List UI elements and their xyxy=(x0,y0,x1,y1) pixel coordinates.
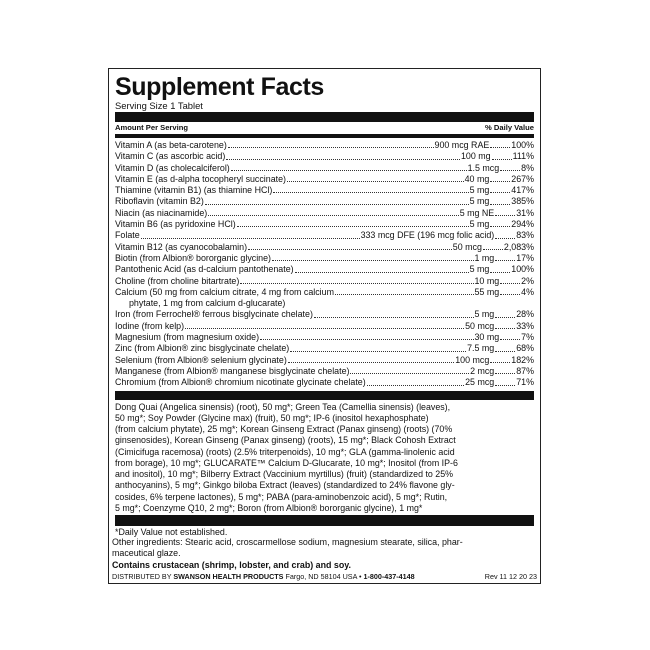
nutrient-row xyxy=(115,208,534,219)
nutrient-amount: 5 mg xyxy=(474,309,495,320)
leader-dots xyxy=(288,362,454,363)
nutrient-amount: 5 mg NE xyxy=(459,207,495,218)
nutrient-dv: 111% xyxy=(512,151,534,162)
nutrient-name: Zinc (from Albion® zinc bisglycinate chelate) xyxy=(115,343,290,354)
ingredient-line: (from calcium phytate), 25 mg*; Korean Ginseng Extract (Panax ginseng) (roots) (70% xyxy=(115,424,453,435)
leader-dots xyxy=(205,204,469,205)
leader-dots xyxy=(314,317,474,318)
leader-dots xyxy=(492,159,512,160)
divider-thick xyxy=(115,515,534,526)
mineral-row xyxy=(115,355,534,366)
ingredient-line: anthocyanins), 5 mg*; Ginkgo biloba Extract (leaves) (standardized to 24% flavone gly- xyxy=(115,480,455,491)
nutrient-name: Niacin (as niacinamide) xyxy=(115,207,208,218)
leader-dots xyxy=(495,373,515,374)
leader-dots xyxy=(495,260,515,261)
nutrient-amount: 5 mg xyxy=(469,264,490,275)
leader-dots xyxy=(231,170,467,171)
nutrient-amount: 900 mcg RAE xyxy=(434,140,490,150)
nutrient-dv: 68% xyxy=(516,343,534,354)
leader-dots xyxy=(500,339,520,340)
nutrient-row xyxy=(115,140,534,151)
nutrient-name: Vitamin D (as cholecalciferol) xyxy=(115,162,230,173)
nutrient-row xyxy=(115,264,534,275)
leader-dots xyxy=(495,317,515,318)
nutrient-row xyxy=(115,196,534,207)
leader-dots xyxy=(500,170,520,171)
nutrient-name: Chromium (from Albion® chromium nicotinate glycinate chelate) xyxy=(115,377,366,388)
nutrient-row xyxy=(115,151,534,162)
nutrient-dv: 385% xyxy=(511,196,534,207)
nutrient-dv: 87% xyxy=(516,365,534,376)
leader-dots xyxy=(272,260,473,261)
distributor-line xyxy=(112,572,537,582)
amount-per-serving-header: Amount Per Serving xyxy=(115,123,188,132)
nutrient-amount: 50 mcg xyxy=(465,320,495,331)
leader-dots xyxy=(208,215,458,216)
nutrient-amount: 333 mcg DFE (196 mcg folic acid) xyxy=(360,230,495,241)
distributor-phone: 1-800-437-4148 xyxy=(363,571,415,581)
ingredient-line: and inositol), 10 mg*; Bilberry Extract (Vaccinium myrtillus) (fruit) (standardized to 25% xyxy=(115,469,453,480)
nutrient-dv: 100% xyxy=(511,140,534,150)
ingredient-line: Dong Quai (Angelica sinensis) (root), 50 mg*; Green Tea (Camellia sinensis) (leaves), xyxy=(115,401,451,412)
leader-dots xyxy=(335,294,474,295)
leader-dots xyxy=(490,181,510,182)
nutrient-dv: 267% xyxy=(511,173,534,184)
leader-dots xyxy=(290,351,466,352)
nutrient-name: Thiamine (vitamin B1) (as thiamine HCl) xyxy=(115,185,273,196)
nutrient-dv: 100% xyxy=(511,264,534,275)
nutrient-list xyxy=(115,140,534,287)
nutrient-amount: 10 mg xyxy=(474,275,500,286)
leader-dots xyxy=(295,272,469,273)
revision-code: Rev 11 12 20 23 xyxy=(484,571,537,581)
nutrient-dv: 8% xyxy=(521,162,534,173)
leader-dots xyxy=(287,181,464,182)
nutrient-name: Vitamin A (as beta-carotene) xyxy=(115,140,227,150)
nutrient-dv: 31% xyxy=(516,207,534,218)
nutrient-amount: 50 mcg xyxy=(452,241,482,252)
nutrient-name: Biotin (from Albion® bororganic glycine) xyxy=(115,252,272,263)
distributor-prefix: DISTRIBUTED BY xyxy=(112,571,172,581)
nutrient-amount: 1 mg xyxy=(474,252,495,263)
nutrient-name: Choline (from choline bitartrate) xyxy=(115,275,240,286)
other-ingredients-line-2: maceutical glaze. xyxy=(112,548,181,559)
nutrient-name: Vitamin E (as d-alpha tocopheryl succinate) xyxy=(115,173,287,184)
nutrient-name: Calcium (50 mg from calcium citrate, 4 mg from calcium xyxy=(115,286,334,297)
nutrient-dv: 294% xyxy=(511,219,534,230)
leader-dots xyxy=(495,385,515,386)
leader-dots xyxy=(367,385,464,386)
nutrient-row xyxy=(115,185,534,196)
leader-dots xyxy=(500,283,520,284)
nutrient-amount: 2 mcg xyxy=(470,365,495,376)
leader-dots xyxy=(483,249,503,250)
nutrient-row xyxy=(115,163,534,174)
nutrient-row xyxy=(115,174,534,185)
nutrient-amount: 25 mcg xyxy=(465,377,495,388)
ingredient-line: (Cimicifuga racemosa) (roots) (2.5% triterpenoids), 10 mg*; GLA (gamma-linolenic acid xyxy=(115,446,455,457)
divider-thick xyxy=(115,112,534,122)
leader-dots xyxy=(495,238,515,239)
nutrient-amount: 1.5 mcg xyxy=(467,162,500,173)
nutrient-row xyxy=(115,219,534,230)
nutrient-amount: 5 mg xyxy=(469,185,490,196)
nutrient-dv: 2% xyxy=(521,275,534,286)
nutrient-amount: 30 mg xyxy=(474,332,500,343)
daily-value-header: % Daily Value xyxy=(485,123,534,132)
leader-dots xyxy=(260,339,473,340)
nutrient-row-calcium xyxy=(115,287,534,310)
leader-dots xyxy=(495,328,515,329)
leader-dots xyxy=(248,249,452,250)
other-ingredients-line-1: Other ingredients: Stearic acid, croscarmellose sodium, magnesium stearate, silica, phar- xyxy=(112,537,463,547)
leader-dots xyxy=(228,147,434,148)
nutrient-amount: 5 mg xyxy=(469,196,490,207)
leader-dots xyxy=(495,215,515,216)
leader-dots xyxy=(490,226,510,227)
leader-dots xyxy=(240,283,473,284)
nutrient-amount: 100 mg xyxy=(461,151,491,162)
nutrient-amount: 5 mg xyxy=(469,219,490,230)
daily-value-footnote: *Daily Value not established. xyxy=(115,527,228,538)
mineral-row xyxy=(115,309,534,320)
ingredient-line: 5 mg*; Coenzyme Q10, 2 mg*; Boron (from Albion® bororganic glycine), 1 mg* xyxy=(115,502,423,513)
label-title: Supplement Facts xyxy=(115,73,324,101)
nutrient-row xyxy=(115,253,534,264)
leader-dots xyxy=(500,294,520,295)
nutrient-name: Folate xyxy=(115,230,140,241)
nutrient-row xyxy=(115,276,534,287)
nutrient-name: Iodine (from kelp) xyxy=(115,320,185,331)
nutrient-amount: 40 mg xyxy=(464,173,490,184)
ingredient-line: 50 mg*; Soy Powder (Glycine max) (fruit), 50 mg*; IP-6 (inositol hexaphosphate) xyxy=(115,412,429,423)
distributor-address: Fargo, ND 58104 USA • xyxy=(285,571,362,581)
leader-dots xyxy=(141,238,360,239)
leader-dots xyxy=(273,192,468,193)
nutrient-dv: 2,083% xyxy=(503,241,534,252)
ingredient-line: from borage), 10 mg*; GLUCARATE™ Calcium D-Glucarate, 10 mg*; Inositol (from IP-6 xyxy=(115,457,458,468)
nutrient-dv: 71% xyxy=(516,377,534,388)
nutrient-name: Manganese (from Albion® manganese bisglycinate chelate) xyxy=(115,365,350,376)
nutrient-dv: 83% xyxy=(516,230,534,241)
mineral-list xyxy=(115,309,534,388)
leader-dots xyxy=(237,226,469,227)
leader-dots xyxy=(490,272,510,273)
nutrient-dv: 17% xyxy=(516,252,534,263)
allergen-statement: Contains crustacean (shrimp, lobster, and crab) and soy. xyxy=(112,559,352,570)
leader-dots xyxy=(495,351,515,352)
distributor-company: SWANSON HEALTH PRODUCTS xyxy=(173,571,284,581)
column-header xyxy=(115,122,534,133)
mineral-row xyxy=(115,332,534,343)
nutrient-row xyxy=(115,242,534,253)
nutrient-dv: 4% xyxy=(521,286,534,297)
nutrient-name: Vitamin B12 (as cyanocobalamin) xyxy=(115,241,248,252)
mineral-row xyxy=(115,366,534,377)
ingredient-line: cosides, 6% terpene lactones), 5 mg*; PABA (para-aminobenzoic acid), 5 mg*; Rutin, xyxy=(115,491,448,502)
leader-dots xyxy=(490,147,510,148)
other-info xyxy=(112,537,537,582)
nutrient-name: Selenium (from Albion® selenium glycinate) xyxy=(115,354,287,365)
ingredient-line: ginsenosides), Korean Ginseng (Panax ginseng) (roots), 15 mg*; Black Cohosh Extract xyxy=(115,435,456,446)
nutrient-amount: 55 mg xyxy=(474,286,500,297)
mineral-row xyxy=(115,377,534,388)
nutrient-name: Vitamin C (as ascorbic acid) xyxy=(115,151,226,162)
nutrient-amount: 7.5 mg xyxy=(467,343,495,354)
proprietary-ingredients xyxy=(115,402,534,515)
mineral-row xyxy=(115,343,534,354)
nutrient-name-continued: phytate, 1 mg from calcium d-glucarate) xyxy=(129,298,286,309)
serving-size: Serving Size 1 Tablet xyxy=(115,100,203,111)
leader-dots xyxy=(490,192,510,193)
divider-thick xyxy=(115,391,534,400)
leader-dots xyxy=(226,159,460,160)
mineral-row xyxy=(115,321,534,332)
nutrient-name: Iron (from Ferrochel® ferrous bisglycinate chelate) xyxy=(115,309,313,320)
leader-dots xyxy=(185,328,464,329)
supplement-facts-panel xyxy=(115,74,534,538)
nutrient-name: Pantothenic Acid (as d-calcium pantothenate) xyxy=(115,264,294,275)
nutrient-dv: 28% xyxy=(516,309,534,320)
leader-dots xyxy=(490,362,510,363)
divider-medium xyxy=(115,134,534,138)
nutrient-name: Vitamin B6 (as pyridoxine HCl) xyxy=(115,219,236,230)
nutrient-dv: 33% xyxy=(516,320,534,331)
nutrient-amount: 100 mcg xyxy=(455,354,490,365)
nutrient-row xyxy=(115,230,534,241)
nutrient-dv: 417% xyxy=(511,185,534,196)
nutrient-dv: 182% xyxy=(511,354,534,365)
nutrient-dv: 7% xyxy=(521,332,534,343)
leader-dots xyxy=(490,204,510,205)
nutrient-name: Magnesium (from magnesium oxide) xyxy=(115,332,260,343)
nutrient-name: Riboflavin (vitamin B2) xyxy=(115,196,204,207)
leader-dots xyxy=(350,373,469,374)
